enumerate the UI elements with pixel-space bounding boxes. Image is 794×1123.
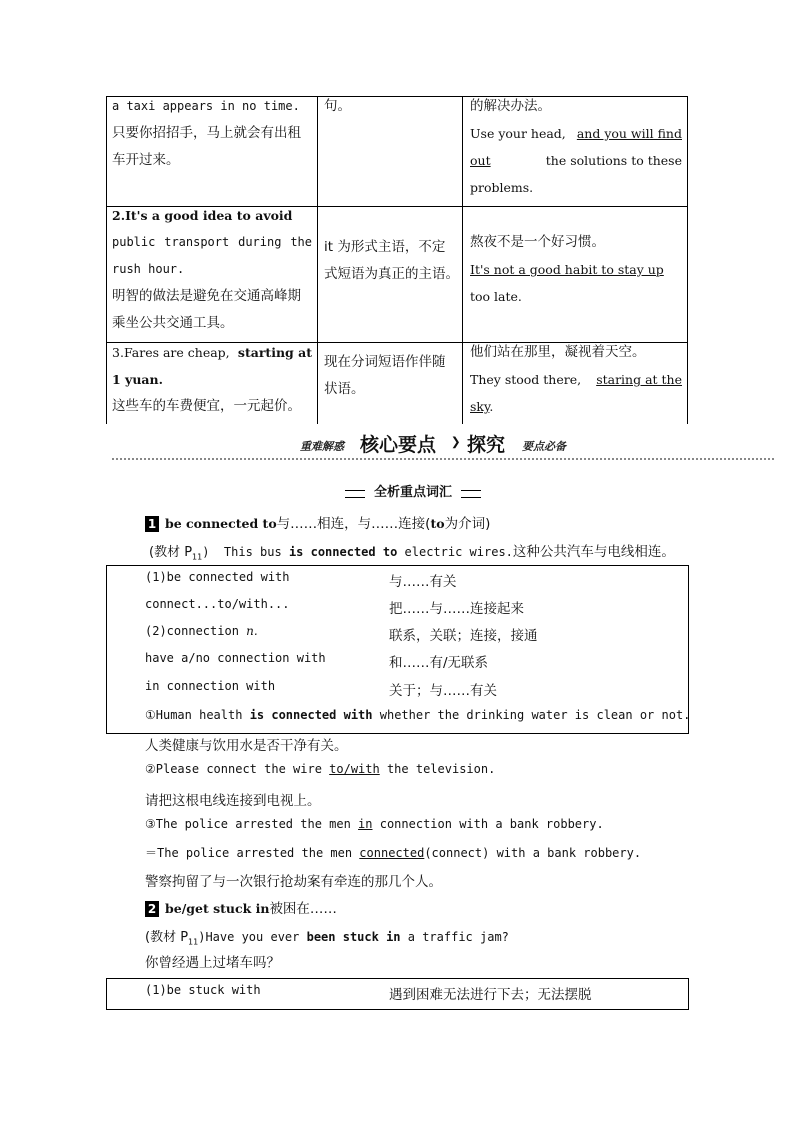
table-cell: 他们站在那里，凝视着天空。 They stood there, staring at the sky. <box>470 344 682 414</box>
table-cell: 句。 <box>324 98 351 114</box>
item-heading: 1 be connected to与……相连，与……连接(to为介词) <box>145 512 490 532</box>
vocab-banner: 全析重点词汇 <box>345 481 481 501</box>
translation: 警察拘留了与一次银行抢劫案有牵连的那几个人。 <box>145 874 442 890</box>
dotted-divider <box>112 458 774 460</box>
textbook-example: (教材 $P_{11})Have$ you ever been stuck in a traffic jam? <box>145 930 509 947</box>
table-cell: it 为形式主语，不定 式短语为真正的主语。 <box>324 239 459 282</box>
translation: 你曾经遇上过堵车吗？ <box>145 955 280 971</box>
textbook-example: (教材 $P_{11}$) This bus is connected to electric wires.这种公共汽车与电线相连。 <box>149 544 675 562</box>
table-row: 3.Fares are cheap, starting at 1 yuan. 这些车的车费便宜，一元起价。 <box>112 345 312 414</box>
example-sentence: ③The police arrested the men in connection with a bank robbery. <box>145 817 604 831</box>
table-row: 2.It's a good idea to avoid public transport during the rush hour. 明智的做法是避免在交通高峰期 乘坐公共交通工具。 <box>112 208 312 331</box>
grammar-table <box>106 96 688 424</box>
section-header: 重难解惑 核心要点 ❯ 探究 要点必备 <box>106 428 774 462</box>
example-sentence: ＝The police arrested the men connected(connect) with a bank robbery. <box>145 846 642 860</box>
phrase-box: (1)be connected with 与……有关 connect...to/with... 把……与……连接起来 (2)connection n. 联系，关联；连接，接通 have a/no connection with 和……有/无联系 in connection with 关于；与……有关 <box>106 565 689 734</box>
table-cell: 现在分词短语作伴随 状语。 <box>324 354 446 397</box>
phrase-box: (1)be stuck with 遇到困难无法进行下去；无法摆脱 <box>106 978 689 1010</box>
arrow-icon: ❯ <box>451 432 461 451</box>
translation: 请把这根电线连接到电视上。 <box>145 793 321 809</box>
translation: 人类健康与饮用水是否干净有关。 <box>145 738 348 754</box>
example-sentence: ②Please connect the wire to/with the television. <box>145 762 496 776</box>
example-sentence: ①Human health is connected with whether the drinking water is clean or not. <box>145 708 691 722</box>
table-cell: 熬夜不是一个好习惯。 It's not a good habit to stay up too late. <box>470 234 664 304</box>
table-row: a taxi appears in no time. 只要你招招手，马上就会有出租 车开过来。 <box>112 99 301 168</box>
item-heading: 2 be/get stuck in被困在…… <box>145 897 337 917</box>
table-cell: 的解决办法。 Use your head, and you will find out the solutions to these problems. <box>470 98 682 195</box>
